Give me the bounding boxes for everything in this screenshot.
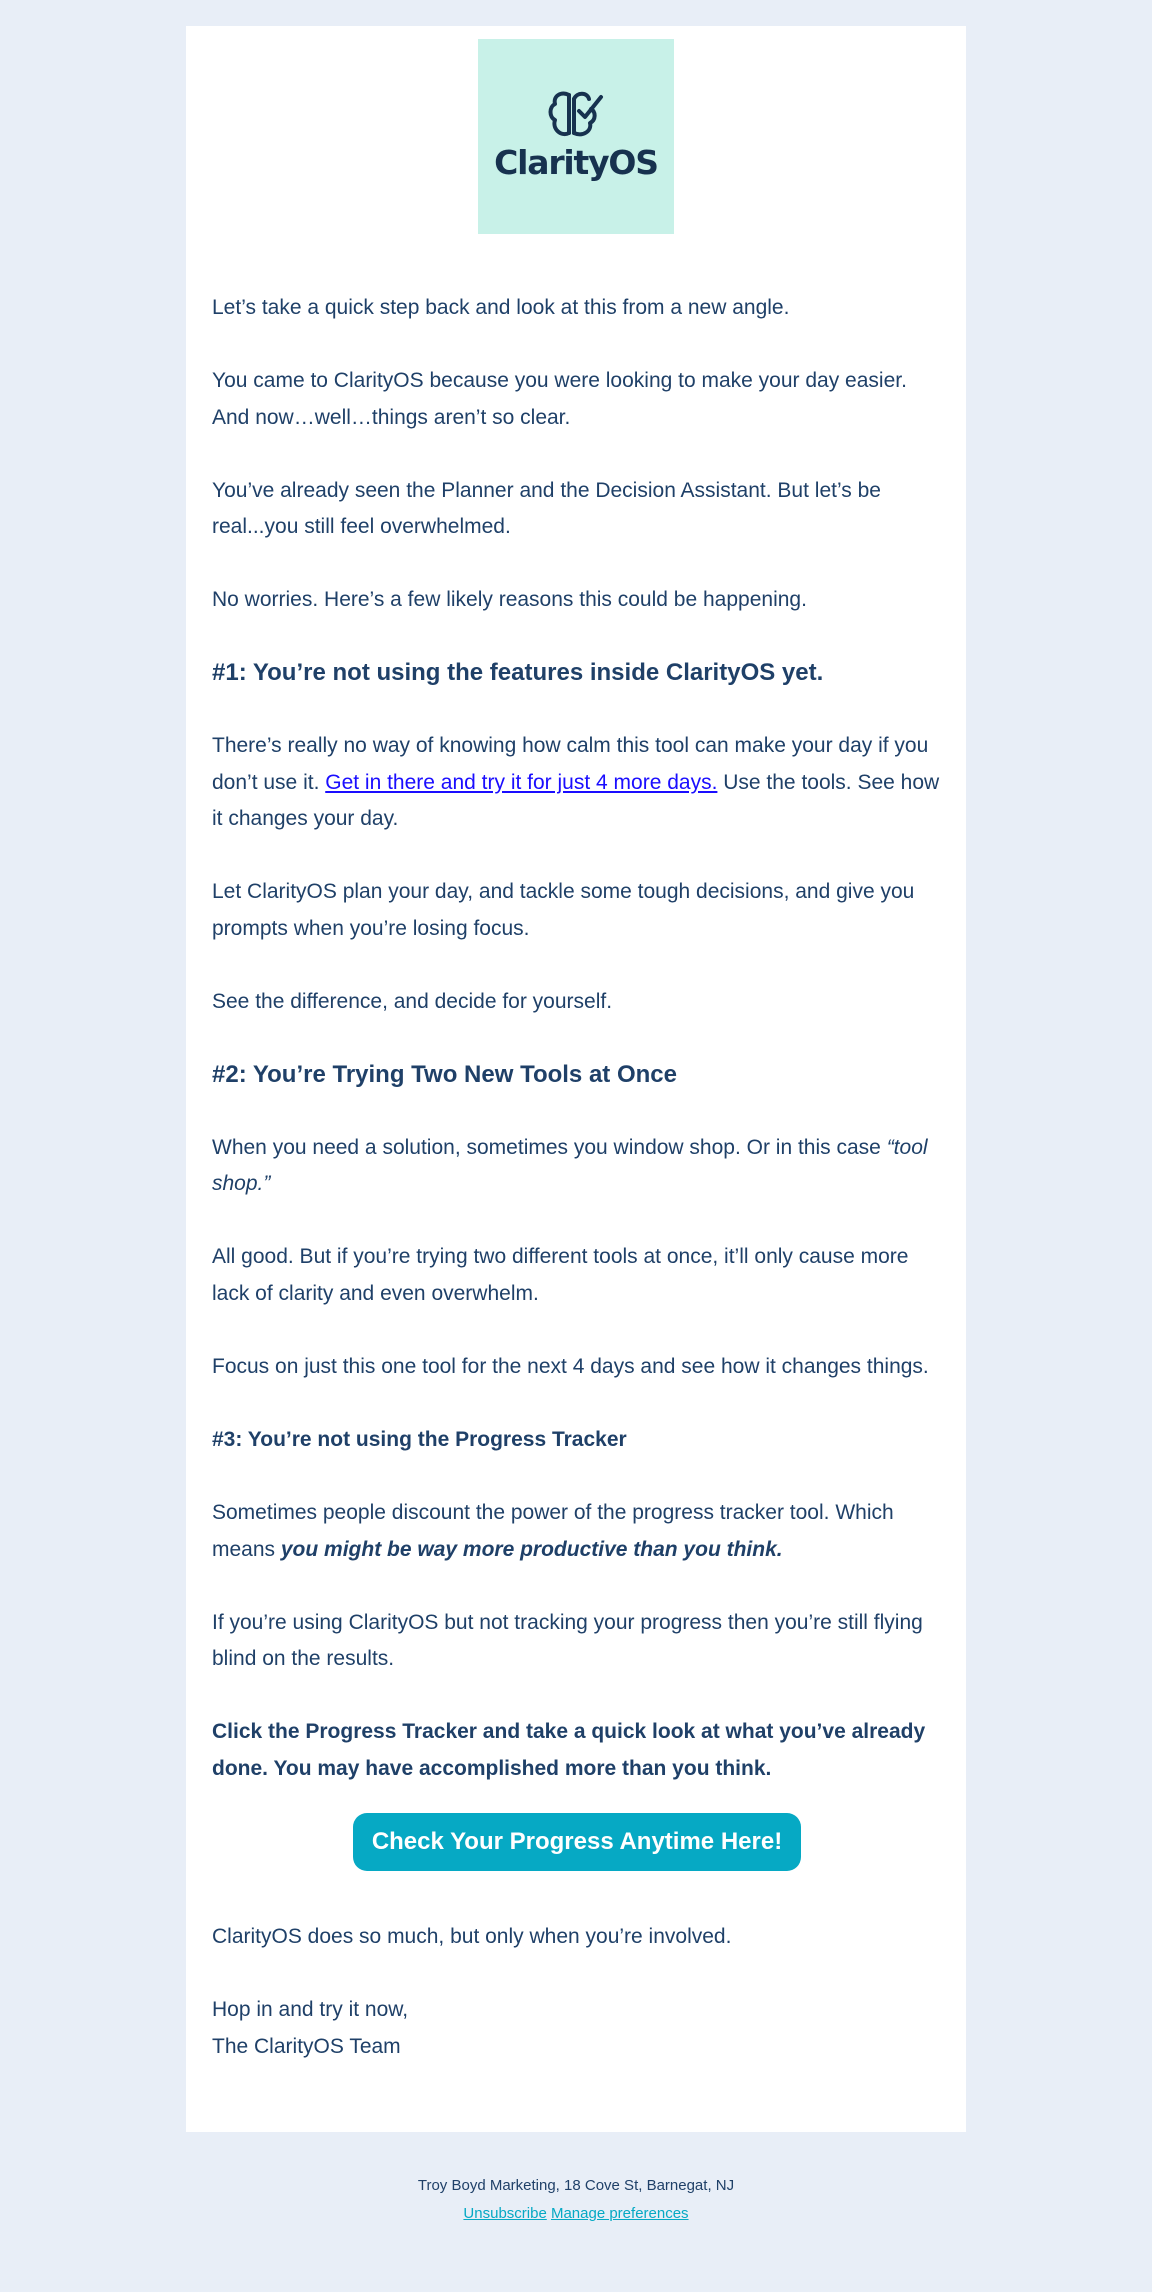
reason-1-heading: #1: You’re not using the features inside ClarityOS yet. [212, 659, 824, 687]
paragraph [212, 728, 942, 838]
try-4-more-days-link[interactable]: Get in there and try it for just 4 more days. [325, 770, 718, 794]
callout-paragraph: Click the Progress Tracker and take a quick look at what you’ve already done. You may have accomplished more than you think. [212, 1720, 926, 1780]
signoff [212, 1992, 942, 2065]
intro-paragraph: Let’s take a quick step back and look at this from a new angle. [212, 296, 790, 319]
brain-check-icon [547, 87, 605, 141]
logo-wordmark: ClarityOS [494, 143, 658, 182]
paragraph: You’ve already seen the Planner and the Decision Assistant. But let’s be real...you still feel overwhelmed. [212, 478, 881, 539]
paragraph: No worries. Here’s a few likely reasons this could be happening. [212, 588, 807, 612]
unsubscribe-link[interactable]: Unsubscribe [463, 2205, 547, 2222]
paragraph: Focus on just this one tool for the next 4 days and see how it changes things. [212, 1354, 929, 1378]
footer-address: Troy Boyd Marketing, 18 Cove St, Barnegat, NJ [417, 2177, 735, 2194]
email-footer [0, 2172, 1152, 2228]
manage-preferences-link[interactable]: Manage preferences [550, 2205, 689, 2222]
paragraph [212, 1130, 942, 1203]
emphasis: “tool shop.” [212, 1135, 928, 1196]
paragraph: You came to ClarityOS because you were looking to make your day easier. And now…well…things aren’t so clear. [212, 368, 907, 429]
reason-3-heading: #3: You’re not using the Progress Tracker [212, 1427, 627, 1451]
text: Sometimes people discount the power of the progress tracker tool. Which means [212, 1500, 894, 1561]
text: Use the tools. See how it changes your day. [212, 770, 940, 831]
signoff-line: Hop in and try it now, [212, 1998, 409, 2022]
signoff-team: The ClarityOS Team [212, 2034, 401, 2058]
text: There’s really no way of knowing how calm this tool can make your day if you don’t use it. [212, 734, 929, 794]
emphasis: you might be way more productive than you think. [280, 1537, 783, 1561]
paragraph: If you’re using ClarityOS but not tracking your progress then you’re still flying blind on the results. [212, 1610, 923, 1671]
paragraph: Let ClarityOS plan your day, and tackle some tough decisions, and give you prompts when you’re losing focus. [212, 880, 915, 940]
paragraph: ClarityOS does so much, but only when you’re involved. [212, 1925, 732, 1949]
clarityos-logo [478, 39, 674, 234]
paragraph: See the difference, and decide for yourself. [212, 989, 613, 1013]
footer-links [0, 2200, 1152, 2228]
check-progress-button[interactable]: Check Your Progress Anytime Here! [353, 1813, 801, 1871]
paragraph: All good. But if you’re trying two different tools at once, it’ll only cause more lack of clarity and even overwhelm. [212, 1245, 909, 1305]
email-card [186, 26, 966, 2132]
email-body [212, 290, 942, 2065]
paragraph [212, 1495, 942, 1568]
text: When you need a solution, sometimes you window shop. Or in this case [212, 1135, 887, 1159]
reason-2-heading: #2: You’re Trying Two New Tools at Once [212, 1060, 677, 1088]
